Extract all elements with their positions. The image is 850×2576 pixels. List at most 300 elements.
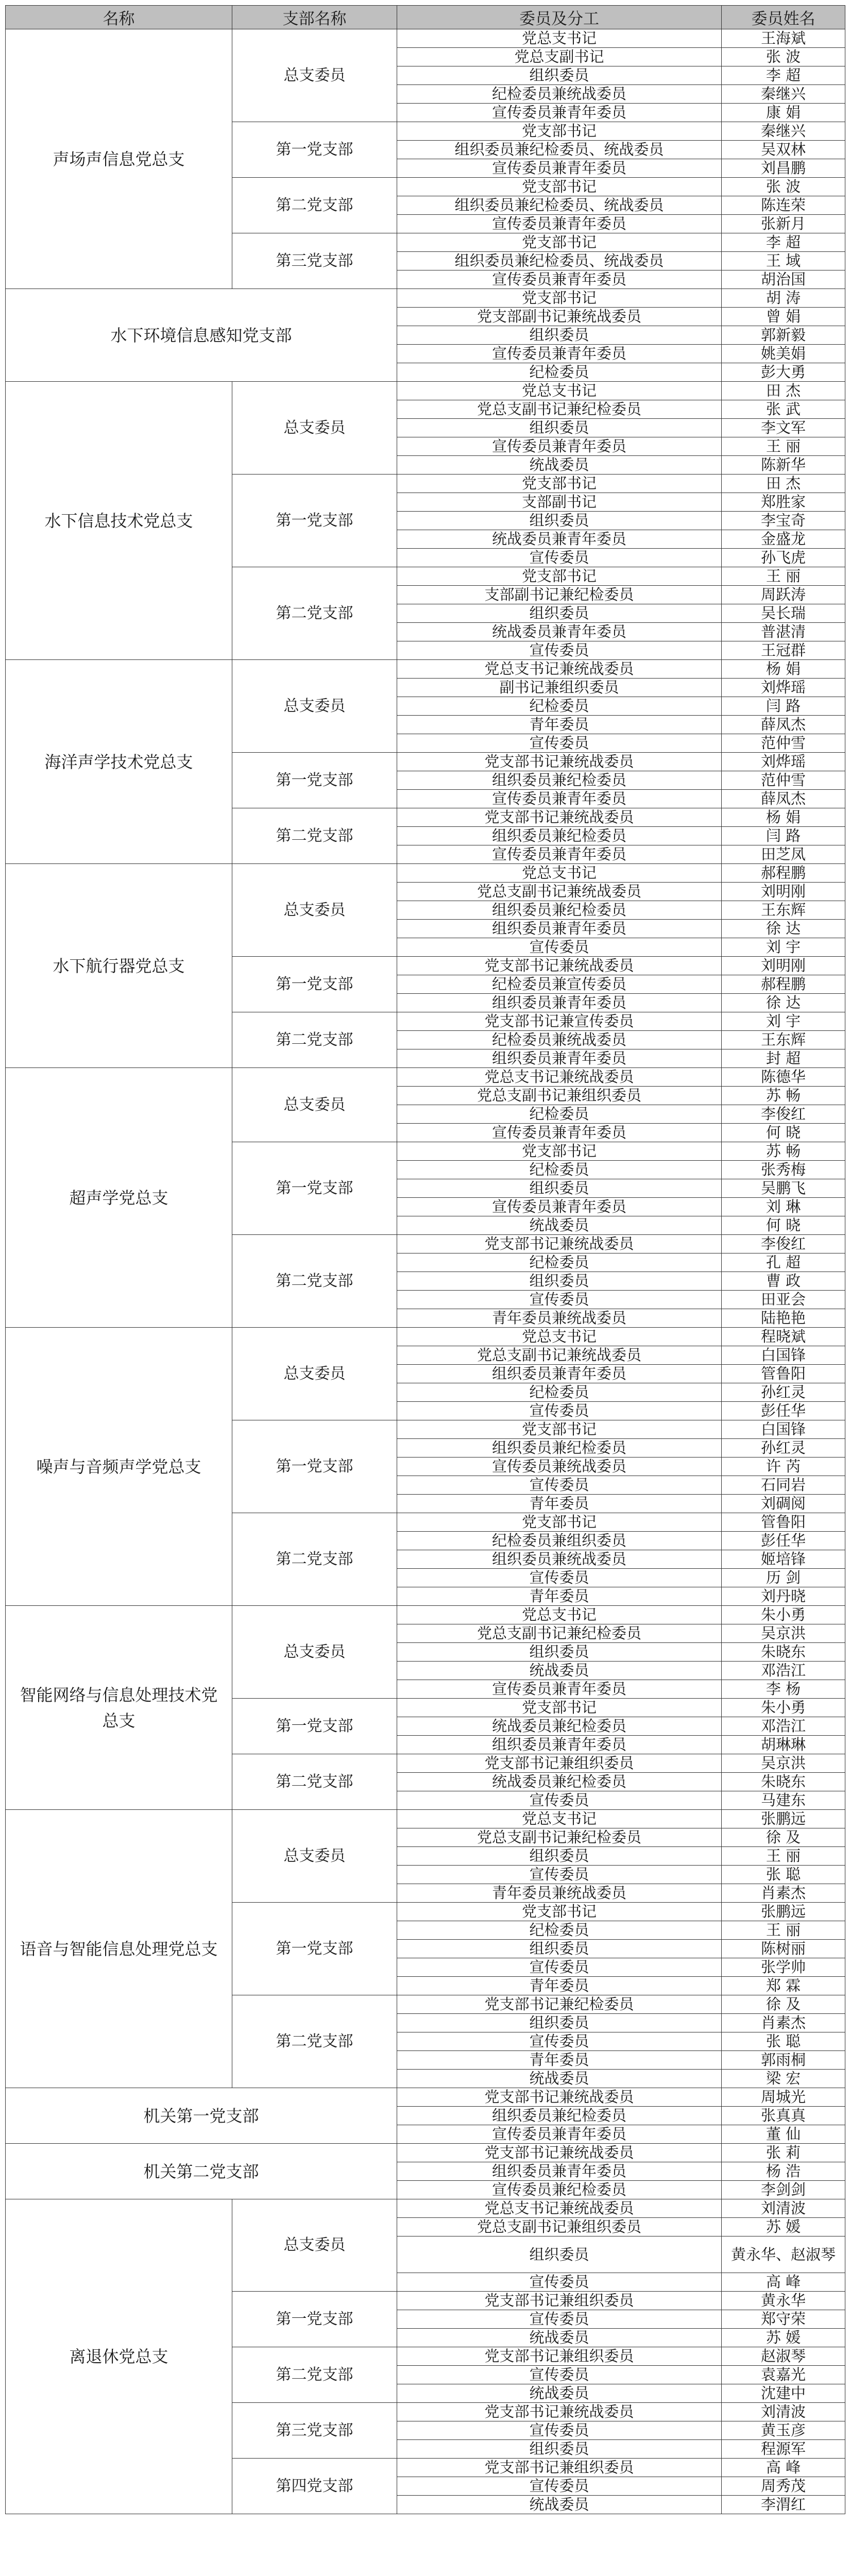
branch-name-cell: 总支委员: [232, 1606, 397, 1699]
member-role-cell: 宣传委员: [397, 2032, 722, 2051]
branch-name-cell: 第一党支部: [232, 1903, 397, 1995]
member-role-cell: 宣传委员兼青年委员: [397, 1198, 722, 1216]
member-name-cell: 李渭红: [722, 2496, 845, 2514]
branch-name-cell: 第四党支部: [232, 2459, 397, 2514]
member-name-cell: 黄永华、赵淑琴: [722, 2236, 845, 2273]
member-role-cell: 党支部书记兼组织委员: [397, 2347, 722, 2366]
member-name-cell: 郭雨桐: [722, 2051, 845, 2070]
member-role-cell: 青年委员兼统战委员: [397, 1884, 722, 1903]
member-role-cell: 党总支书记: [397, 29, 722, 48]
table-row: [6, 1328, 845, 1346]
member-role-cell: 组织委员兼纪检委员: [397, 1439, 722, 1458]
branch-name-cell: 总支委员: [232, 1328, 397, 1420]
member-role-cell: 宣传委员: [397, 2310, 722, 2329]
committee-table: [5, 5, 845, 2514]
member-role-cell: 统战委员兼纪检委员: [397, 1717, 722, 1736]
member-name-cell: 张 聪: [722, 1866, 845, 1884]
member-role-cell: 纪检委员: [397, 1383, 722, 1402]
member-name-cell: 管鲁阳: [722, 1365, 845, 1383]
member-name-cell: 李 超: [722, 233, 845, 252]
member-name-cell: 闫 路: [722, 827, 845, 845]
member-role-cell: 党总支副书记兼纪检委员: [397, 1624, 722, 1643]
branch-name-cell: 第二党支部: [232, 808, 397, 864]
member-name-cell: 曾 娟: [722, 308, 845, 326]
member-role-cell: 纪检委员兼统战委员: [397, 85, 722, 104]
org-name-cell: 海洋声学技术党总支: [6, 660, 232, 864]
member-name-cell: 吴京洪: [722, 1624, 845, 1643]
member-role-cell: 组织委员兼纪检委员: [397, 827, 722, 845]
branch-name-cell: 总支委员: [232, 2199, 397, 2292]
member-role-cell: 宣传委员兼青年委员: [397, 845, 722, 864]
member-name-cell: 历 剑: [722, 1569, 845, 1587]
member-role-cell: 统战委员: [397, 1662, 722, 1680]
member-role-cell: 党总支书记: [397, 382, 722, 400]
member-name-cell: 郑 霖: [722, 1977, 845, 1995]
table-row: [6, 1810, 845, 1828]
member-role-cell: 党总支副书记兼组织委员: [397, 2218, 722, 2236]
branch-name-cell: 第一党支部: [232, 2292, 397, 2347]
member-role-cell: 组织委员: [397, 1643, 722, 1662]
branch-name-cell: 第一党支部: [232, 1142, 397, 1235]
member-role-cell: 组织委员兼青年委员: [397, 920, 722, 938]
member-name-cell: 王东辉: [722, 901, 845, 920]
member-name-cell: 白国锋: [722, 1420, 845, 1439]
member-role-cell: 组织委员兼纪检委员、统战委员: [397, 141, 722, 159]
member-name-cell: 金盛龙: [722, 530, 845, 549]
member-name-cell: 何 晓: [722, 1124, 845, 1142]
member-name-cell: 刘 宇: [722, 1012, 845, 1031]
member-name-cell: 彭大勇: [722, 363, 845, 382]
member-name-cell: 石同岩: [722, 1476, 845, 1495]
member-name-cell: 张 莉: [722, 2144, 845, 2162]
branch-name-cell: 第二党支部: [232, 1513, 397, 1606]
member-name-cell: 沈建中: [722, 2384, 845, 2403]
member-role-cell: 党总支书记兼统战委员: [397, 660, 722, 679]
member-name-cell: 朱晓东: [722, 1773, 845, 1791]
member-name-cell: 高 峰: [722, 2459, 845, 2477]
member-role-cell: 宣传委员: [397, 2421, 722, 2440]
member-role-cell: 宣传委员兼青年委员: [397, 2125, 722, 2144]
org-name-cell: 声场声信息党总支: [6, 29, 232, 289]
table-row: [6, 660, 845, 679]
member-role-cell: 宣传委员兼青年委员: [397, 1680, 722, 1699]
member-role-cell: 党总支副书记兼统战委员: [397, 883, 722, 901]
member-role-cell: 党总支书记: [397, 1606, 722, 1624]
member-role-cell: 副书记兼组织委员: [397, 679, 722, 697]
member-role-cell: 青年委员: [397, 1587, 722, 1606]
member-role-cell: 宣传委员: [397, 1402, 722, 1420]
member-role-cell: 宣传委员兼青年委员: [397, 270, 722, 289]
member-role-cell: 党支部书记: [397, 178, 722, 196]
member-name-cell: 李文军: [722, 419, 845, 437]
member-role-cell: 党支部书记兼统战委员: [397, 808, 722, 827]
member-role-cell: 宣传委员: [397, 1569, 722, 1587]
branch-name-cell: 第二党支部: [232, 1995, 397, 2088]
member-role-cell: 党总支副书记兼纪检委员: [397, 1828, 722, 1847]
member-role-cell: 组织委员: [397, 1847, 722, 1866]
table-row: [6, 29, 845, 48]
member-role-cell: 党支部书记兼统战委员: [397, 2144, 722, 2162]
branch-name-cell: 第三党支部: [232, 233, 397, 289]
member-role-cell: 纪检委员: [397, 1253, 722, 1272]
branch-name-cell: 总支委员: [232, 1068, 397, 1142]
member-role-cell: 统战委员兼纪检委员: [397, 1773, 722, 1791]
branch-name-cell: 第一党支部: [232, 474, 397, 567]
member-role-cell: 党总支书记兼统战委员: [397, 1068, 722, 1087]
member-role-cell: 统战委员: [397, 2329, 722, 2347]
member-name-cell: 王 丽: [722, 567, 845, 586]
member-name-cell: 王 丽: [722, 1921, 845, 1940]
member-name-cell: 朱晓东: [722, 1643, 845, 1662]
member-role-cell: 纪检委员: [397, 363, 722, 382]
member-name-cell: 刘清波: [722, 2403, 845, 2421]
member-name-cell: 朱小勇: [722, 1699, 845, 1717]
member-role-cell: 党支部书记兼组织委员: [397, 2292, 722, 2310]
member-name-cell: 袁嘉光: [722, 2366, 845, 2384]
member-role-cell: 党总支书记: [397, 1810, 722, 1828]
member-role-cell: 纪检委员兼宣传委员: [397, 975, 722, 994]
member-name-cell: 程晓斌: [722, 1328, 845, 1346]
member-name-cell: 陈德华: [722, 1068, 845, 1087]
member-name-cell: 吴鹏飞: [722, 1179, 845, 1198]
member-name-cell: 李 超: [722, 66, 845, 85]
member-role-cell: 党支部书记兼纪检委员: [397, 1995, 722, 2014]
table-row: [6, 1068, 845, 1087]
member-name-cell: 杨 浩: [722, 2162, 845, 2181]
member-name-cell: 刘丹晓: [722, 1587, 845, 1606]
member-role-cell: 支部副书记: [397, 493, 722, 512]
table-header-row: [6, 6, 845, 29]
member-name-cell: 朱小勇: [722, 1606, 845, 1624]
member-role-cell: 青年委员: [397, 1495, 722, 1513]
member-name-cell: 张鹏远: [722, 1903, 845, 1921]
member-name-cell: 张 聪: [722, 2032, 845, 2051]
member-role-cell: 组织委员: [397, 512, 722, 530]
member-role-cell: 统战委员兼青年委员: [397, 530, 722, 549]
member-role-cell: 统战委员: [397, 2496, 722, 2514]
member-name-cell: 苏 畅: [722, 1142, 845, 1161]
member-name-cell: 孙飞虎: [722, 549, 845, 567]
branch-name-cell: 第二党支部: [232, 567, 397, 660]
member-name-cell: 李俊红: [722, 1105, 845, 1124]
member-name-cell: 范仲雪: [722, 771, 845, 790]
member-role-cell: 宣传委员兼青年委员: [397, 345, 722, 363]
member-name-cell: 黄永华: [722, 2292, 845, 2310]
member-name-cell: 田亚会: [722, 1291, 845, 1309]
org-name-cell: 水下环境信息感知党支部: [6, 289, 397, 382]
member-role-cell: 宣传委员: [397, 1958, 722, 1977]
branch-name-cell: 第三党支部: [232, 2403, 397, 2459]
member-name-cell: 马建东: [722, 1791, 845, 1810]
member-name-cell: 秦继兴: [722, 122, 845, 141]
member-name-cell: 闫 路: [722, 697, 845, 716]
member-role-cell: 青年委员兼统战委员: [397, 1309, 722, 1328]
member-name-cell: 徐 达: [722, 994, 845, 1012]
member-role-cell: 组织委员兼统战委员: [397, 1550, 722, 1569]
member-role-cell: 党支部书记: [397, 474, 722, 493]
member-name-cell: 吴双林: [722, 141, 845, 159]
member-name-cell: 肖素杰: [722, 1884, 845, 1903]
member-name-cell: 管鲁阳: [722, 1513, 845, 1532]
member-role-cell: 青年委员: [397, 716, 722, 734]
member-name-cell: 周秀茂: [722, 2477, 845, 2496]
member-name-cell: 黄玉彦: [722, 2421, 845, 2440]
member-name-cell: 李 杨: [722, 1680, 845, 1699]
member-name-cell: 孔 超: [722, 1253, 845, 1272]
member-role-cell: 宣传委员: [397, 1476, 722, 1495]
table-row: [6, 864, 845, 883]
member-name-cell: 张新月: [722, 215, 845, 233]
member-role-cell: 党支部书记: [397, 1420, 722, 1439]
branch-name-cell: 第二党支部: [232, 1012, 397, 1068]
member-role-cell: 宣传委员: [397, 2366, 722, 2384]
member-role-cell: 宣传委员: [397, 2273, 722, 2292]
table-row: [6, 1606, 845, 1624]
member-name-cell: 王东辉: [722, 1031, 845, 1049]
member-name-cell: 徐 及: [722, 1828, 845, 1847]
branch-name-cell: 第一党支部: [232, 753, 397, 808]
branch-name-cell: 第一党支部: [232, 957, 397, 1012]
branch-name-cell: 总支委员: [232, 660, 397, 753]
member-name-cell: 张学帅: [722, 1958, 845, 1977]
member-role-cell: 组织委员兼青年委员: [397, 1365, 722, 1383]
member-name-cell: 秦继兴: [722, 85, 845, 104]
member-role-cell: 宣传委员: [397, 1866, 722, 1884]
branch-name-cell: 第一党支部: [232, 1699, 397, 1754]
table-body: [6, 29, 845, 2514]
member-name-cell: 田 杰: [722, 382, 845, 400]
member-role-cell: 党支部书记兼宣传委员: [397, 1012, 722, 1031]
member-name-cell: 程源军: [722, 2440, 845, 2459]
member-role-cell: 宣传委员: [397, 549, 722, 567]
member-name-cell: 刘明刚: [722, 957, 845, 975]
document-page: [5, 5, 845, 2514]
member-name-cell: 李俊红: [722, 1235, 845, 1253]
member-role-cell: 党支部书记: [397, 1142, 722, 1161]
member-name-cell: 张秀梅: [722, 1161, 845, 1179]
member-role-cell: 组织委员兼青年委员: [397, 1736, 722, 1754]
org-name-cell: 水下航行器党总支: [6, 864, 232, 1068]
table-row: [6, 289, 845, 308]
member-name-cell: 苏 媛: [722, 2218, 845, 2236]
member-name-cell: 郑守荣: [722, 2310, 845, 2329]
member-name-cell: 张真真: [722, 2107, 845, 2125]
member-name-cell: 白国锋: [722, 1346, 845, 1365]
member-name-cell: 康 娟: [722, 104, 845, 122]
header-org: 名称: [6, 6, 232, 29]
member-role-cell: 宣传委员: [397, 2477, 722, 2496]
member-role-cell: 党支部书记兼统战委员: [397, 2088, 722, 2107]
member-role-cell: 党支部书记兼组织委员: [397, 1754, 722, 1773]
table-row: [6, 382, 845, 400]
member-name-cell: 刘 宇: [722, 938, 845, 957]
member-name-cell: 肖素杰: [722, 2014, 845, 2032]
member-name-cell: 胡 涛: [722, 289, 845, 308]
member-role-cell: 组织委员兼纪检委员: [397, 771, 722, 790]
member-name-cell: 郝程鹏: [722, 864, 845, 883]
member-name-cell: 王海斌: [722, 29, 845, 48]
member-name-cell: 王 丽: [722, 437, 845, 456]
member-name-cell: 邓浩江: [722, 1662, 845, 1680]
member-role-cell: 宣传委员兼青年委员: [397, 1124, 722, 1142]
member-name-cell: 刘昌鹏: [722, 159, 845, 178]
member-role-cell: 组织委员兼青年委员: [397, 2162, 722, 2181]
member-name-cell: 李剑剑: [722, 2181, 845, 2199]
member-role-cell: 青年委员: [397, 1977, 722, 1995]
org-name-cell: 机关第一党支部: [6, 2088, 397, 2144]
member-name-cell: 徐 及: [722, 1995, 845, 2014]
member-name-cell: 薛凤杰: [722, 716, 845, 734]
member-name-cell: 姚美娟: [722, 345, 845, 363]
member-role-cell: 党总支副书记: [397, 48, 722, 66]
member-name-cell: 陈连荣: [722, 196, 845, 215]
org-name-cell: 离退休党总支: [6, 2199, 232, 2514]
member-role-cell: 宣传委员兼统战委员: [397, 1458, 722, 1476]
member-name-cell: 吴京洪: [722, 1754, 845, 1773]
member-role-cell: 组织委员兼青年委员: [397, 1049, 722, 1068]
branch-name-cell: 第一党支部: [232, 1420, 397, 1513]
member-name-cell: 苏 媛: [722, 2329, 845, 2347]
org-name-cell: 智能网络与信息处理技术党总支: [6, 1606, 232, 1810]
member-role-cell: 党支部书记兼统战委员: [397, 753, 722, 771]
table-row: [6, 2199, 845, 2218]
member-name-cell: 田芝凤: [722, 845, 845, 864]
member-role-cell: 组织委员: [397, 1940, 722, 1958]
member-name-cell: 王冠群: [722, 641, 845, 660]
member-name-cell: 高 峰: [722, 2273, 845, 2292]
member-role-cell: 宣传委员兼青年委员: [397, 790, 722, 808]
member-role-cell: 纪检委员兼组织委员: [397, 1532, 722, 1550]
member-name-cell: 胡琳琳: [722, 1736, 845, 1754]
member-role-cell: 统战委员: [397, 1216, 722, 1235]
member-role-cell: 统战委员: [397, 2070, 722, 2088]
member-name-cell: 王 域: [722, 252, 845, 270]
header-branch: 支部名称: [232, 6, 397, 29]
header-name: 委员姓名: [722, 6, 845, 29]
member-role-cell: 宣传委员: [397, 641, 722, 660]
member-name-cell: 刘 琳: [722, 1198, 845, 1216]
member-name-cell: 苏 畅: [722, 1087, 845, 1105]
member-name-cell: 郭新毅: [722, 326, 845, 345]
member-role-cell: 统战委员: [397, 2384, 722, 2403]
member-role-cell: 组织委员: [397, 1179, 722, 1198]
member-role-cell: 党支部书记兼统战委员: [397, 1235, 722, 1253]
member-name-cell: 曹 政: [722, 1272, 845, 1291]
member-name-cell: 薛凤杰: [722, 790, 845, 808]
member-name-cell: 王 丽: [722, 1847, 845, 1866]
member-role-cell: 党总支副书记兼纪检委员: [397, 400, 722, 419]
member-name-cell: 彭任华: [722, 1402, 845, 1420]
member-name-cell: 陈新华: [722, 456, 845, 474]
member-name-cell: 李宝奇: [722, 512, 845, 530]
table-row: [6, 2088, 845, 2107]
org-name-cell: 噪声与音频声学党总支: [6, 1328, 232, 1606]
member-role-cell: 宣传委员兼青年委员: [397, 215, 722, 233]
member-name-cell: 郝程鹏: [722, 975, 845, 994]
branch-name-cell: 总支委员: [232, 864, 397, 957]
member-role-cell: 组织委员: [397, 326, 722, 345]
member-role-cell: 组织委员兼纪检委员: [397, 2107, 722, 2125]
member-name-cell: 徐 达: [722, 920, 845, 938]
member-name-cell: 陈树丽: [722, 1940, 845, 1958]
table-row: [6, 2144, 845, 2162]
member-name-cell: 董 仙: [722, 2125, 845, 2144]
org-name-cell: 语音与智能信息处理党总支: [6, 1810, 232, 2088]
member-name-cell: 邓浩江: [722, 1717, 845, 1736]
member-role-cell: 组织委员: [397, 2014, 722, 2032]
member-role-cell: 宣传委员: [397, 734, 722, 753]
member-role-cell: 组织委员: [397, 2236, 722, 2273]
member-name-cell: 许 芮: [722, 1458, 845, 1476]
branch-name-cell: 第一党支部: [232, 122, 397, 178]
branch-name-cell: 总支委员: [232, 382, 397, 474]
member-name-cell: 刘烨瑶: [722, 753, 845, 771]
branch-name-cell: 总支委员: [232, 29, 397, 122]
member-role-cell: 党支部副书记兼统战委员: [397, 308, 722, 326]
member-role-cell: 宣传委员兼青年委员: [397, 437, 722, 456]
member-name-cell: 郑胜家: [722, 493, 845, 512]
member-role-cell: 统战委员兼青年委员: [397, 623, 722, 641]
member-role-cell: 纪检委员: [397, 697, 722, 716]
member-name-cell: 刘烨瑶: [722, 679, 845, 697]
member-name-cell: 张 武: [722, 400, 845, 419]
org-name-cell: 水下信息技术党总支: [6, 382, 232, 660]
member-name-cell: 吴长瑞: [722, 604, 845, 623]
member-name-cell: 张 波: [722, 178, 845, 196]
member-role-cell: 党支部书记: [397, 1903, 722, 1921]
member-name-cell: 杨 娟: [722, 660, 845, 679]
member-role-cell: 党支部书记: [397, 1513, 722, 1532]
member-role-cell: 统战委员: [397, 456, 722, 474]
member-name-cell: 封 超: [722, 1049, 845, 1068]
member-name-cell: 范仲雪: [722, 734, 845, 753]
member-role-cell: 党总支书记兼统战委员: [397, 2199, 722, 2218]
branch-name-cell: 第二党支部: [232, 178, 397, 233]
member-role-cell: 纪检委员: [397, 1105, 722, 1124]
member-role-cell: 组织委员兼青年委员: [397, 994, 722, 1012]
member-name-cell: 田 杰: [722, 474, 845, 493]
member-name-cell: 孙红灵: [722, 1383, 845, 1402]
member-role-cell: 党支部书记: [397, 1699, 722, 1717]
member-name-cell: 陆艳艳: [722, 1309, 845, 1328]
header-role: 委员及分工: [397, 6, 722, 29]
member-role-cell: 宣传委员兼青年委员: [397, 104, 722, 122]
member-role-cell: 宣传委员兼青年委员: [397, 159, 722, 178]
member-name-cell: 刘清波: [722, 2199, 845, 2218]
member-name-cell: 刘明刚: [722, 883, 845, 901]
member-role-cell: 纪检委员: [397, 1921, 722, 1940]
member-role-cell: 党总支书记: [397, 864, 722, 883]
member-role-cell: 党支部书记兼统战委员: [397, 2403, 722, 2421]
member-role-cell: 纪检委员兼统战委员: [397, 1031, 722, 1049]
member-role-cell: 宣传委员兼纪检委员: [397, 2181, 722, 2199]
member-role-cell: 党支部书记: [397, 122, 722, 141]
member-name-cell: 周城光: [722, 2088, 845, 2107]
member-role-cell: 组织委员: [397, 419, 722, 437]
member-name-cell: 胡治国: [722, 270, 845, 289]
member-role-cell: 党支部书记: [397, 233, 722, 252]
member-name-cell: 赵淑琴: [722, 2347, 845, 2366]
member-name-cell: 彭任华: [722, 1532, 845, 1550]
member-name-cell: 孙红灵: [722, 1439, 845, 1458]
member-role-cell: 组织委员: [397, 2440, 722, 2459]
member-name-cell: 张 波: [722, 48, 845, 66]
member-role-cell: 党支部书记: [397, 567, 722, 586]
branch-name-cell: 第二党支部: [232, 1235, 397, 1328]
branch-name-cell: 第二党支部: [232, 2347, 397, 2403]
member-name-cell: 普湛清: [722, 623, 845, 641]
member-name-cell: 周跃涛: [722, 586, 845, 604]
